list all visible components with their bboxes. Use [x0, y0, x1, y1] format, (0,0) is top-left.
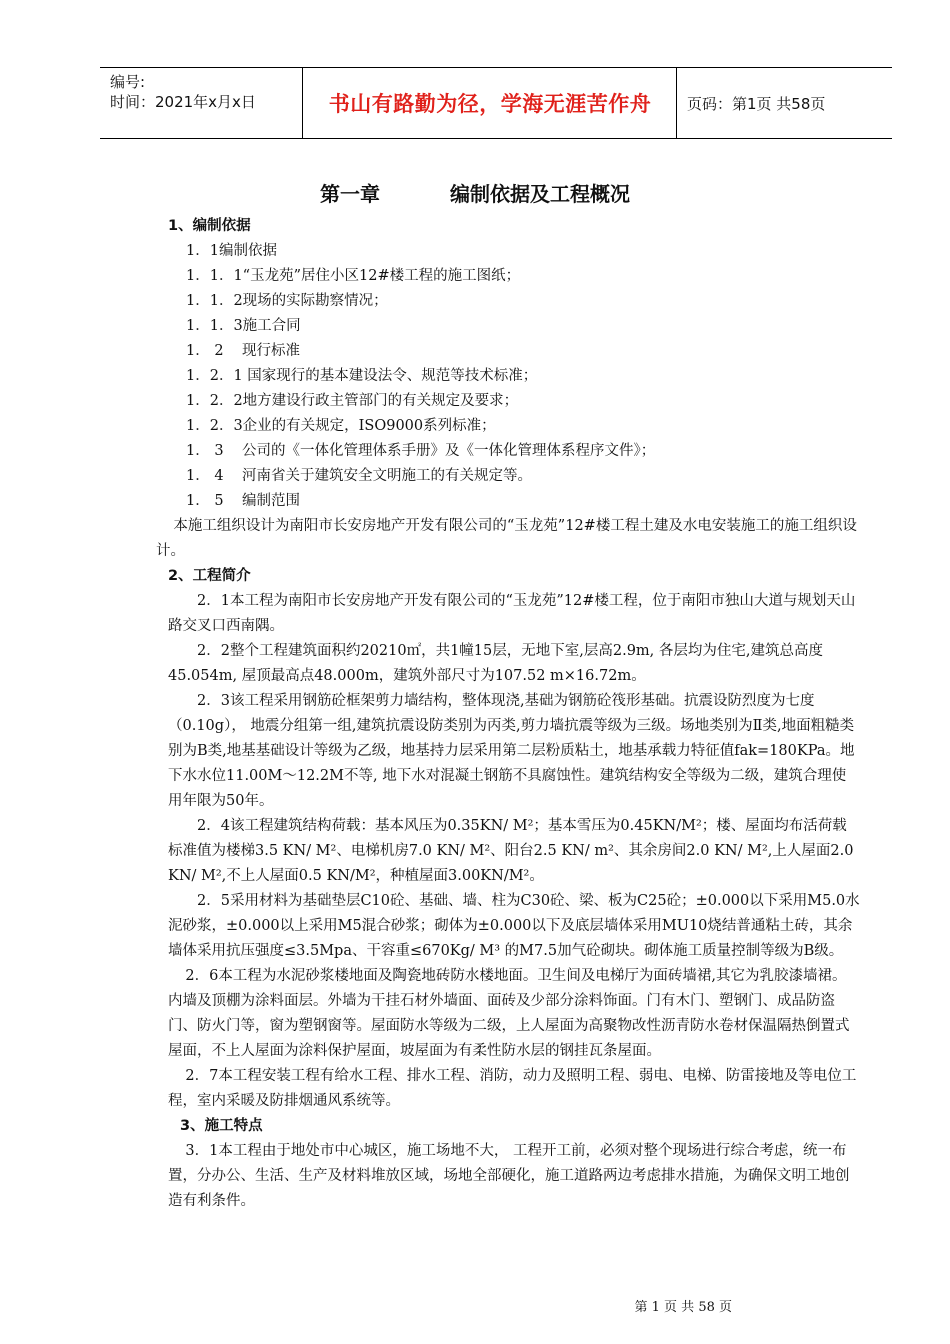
- list-item: 1．2．1 国家现行的基本建设法令、规范等技术标准；: [186, 368, 538, 384]
- list-item: 1． 5 编制范围: [186, 493, 300, 509]
- list-item: 1． 4 河南省关于建筑安全文明施工的有关规定等。: [186, 468, 532, 484]
- document-body: [156, 214, 860, 1214]
- list-item: 1．1．2现场的实际勘察情况；: [186, 293, 388, 309]
- paragraph-2-4: 2．4该工程建筑结构荷载：基本风压为0.35KN/ M²；基本雪压为0.45KN/M²；楼、屋面均布活荷载标准值为楼梯3.5 KN/ M²、电梯机房7.0 KN/ M²、阳台2.5 KN/ m²、其余房间2.0 KN/ M²,上人屋面2.0 KN/ M²,不上人屋面0.5 KN/M²，种植屋面3.00KN/M²。: [168, 818, 854, 884]
- number-label: 编号:: [110, 73, 146, 91]
- paragraph-3-1: 3．1本工程由于地处市中心城区，施工场地不大， 工程开工前，必须对整个现场进行综合考虑，统一布置，分办公、生活、生产及材料堆放区域，场地全部硬化，施工道路两边考虑排水措施，为确保文明工地创造有利条件。: [168, 1143, 850, 1209]
- list-item: 1．1．3施工合同: [186, 318, 301, 334]
- chapter-name: 编制依据及工程概况: [450, 182, 630, 206]
- section-heading-1: 1、编制依据: [168, 218, 251, 234]
- header-page-info: 页码：第1页 共58页: [687, 94, 826, 113]
- list-item: 1． 2 现行标准: [186, 343, 300, 359]
- header-meta-cell: [100, 68, 303, 138]
- section-heading-2: 2、工程简介: [168, 568, 251, 584]
- paragraph-2-6: 2．6本工程为水泥砂浆楼地面及陶瓷地砖防水楼地面。卫生间及电梯厅为面砖墙裙,其它为乳胶漆墙裙。内墙及顶棚为涂料面层。外墙为干挂石材外墙面、面砖及少部分涂料饰面。门有木门、塑钢门、成品防盗门、防火门等，窗为塑钢窗等。屋面防水等级为二级，上人屋面为高聚物改性沥青防水卷材保温隔热倒置式屋面，不上人屋面为涂料保护屋面，坡屋面为有柔性防水层的钢挂瓦条屋面。: [168, 968, 850, 1059]
- chapter-number: 第一章: [320, 182, 380, 206]
- chapter-title: [0, 178, 950, 207]
- list-item: 1．1．1“玉龙苑”居住小区12#楼工程的施工图纸；: [186, 268, 521, 284]
- header-motto: 书山有路勤为径，学海无涯苦作舟: [304, 68, 677, 138]
- list-item: 1．1编制依据: [186, 243, 277, 259]
- list-item: 1．2．3企业的有关规定，ISO9000系列标准；: [186, 418, 496, 434]
- list-item: 1．2．2地方建设行政主管部门的有关规定及要求；: [186, 393, 519, 409]
- scope-paragraph: 本施工组织设计为南阳市长安房地产开发有限公司的“玉龙苑”12#楼工程土建及水电安装施工的施工组织设计。: [156, 518, 857, 559]
- document-header: [100, 67, 892, 139]
- paragraph-2-2: 2．2整个工程建筑面积约20210㎡，共1幢15层，无地下室,层高2.9m, 各层均为住宅,建筑总高度45.054m, 屋顶最高点48.000m，建筑外部尺寸为107.52 m×16.72m。: [168, 643, 823, 684]
- page-footer: 第 1 页 共 58 页: [634, 1300, 732, 1315]
- paragraph-2-3: 2．3该工程采用钢筋砼框架剪力墙结构，整体现浇,基础为钢筋砼筏形基础。抗震设防烈度为七度（0.10g）， 地震分组第一组,建筑抗震设防类别为丙类,剪力墙抗震等级为三级。场地类别为Ⅱ类,地面粗糙类别为B类,地基基础设计等级为乙级，地基持力层采用第二层粉质粘土，地基承载力特征值fak=180KPa。地下水水位11.00M～12.2M不等, 地下水对混凝土钢筋不具腐蚀性。建筑结构安全等级为二级，建筑合理使用年限为50年。: [168, 693, 855, 809]
- list-item: 1． 3 公司的《一体化管理体系手册》及《一体化管理体系程序文件》；: [186, 443, 656, 459]
- time-label: 时间：2021年x月x日: [110, 93, 256, 111]
- paragraph-2-1: 2．1本工程为南阳市长安房地产开发有限公司的“玉龙苑”12#楼工程，位于南阳市独山大道与规划天山路交叉口西南隅。: [168, 593, 856, 634]
- section-heading-3: 3、施工特点: [180, 1118, 263, 1134]
- paragraph-2-5: 2．5采用材料为基础垫层C10砼、基础、墙、柱为C30砼、梁、板为C25砼；±0.000以下采用M5.0水泥砂浆，±0.000以上采用M5混合砂浆；砌体为±0.000以下及底层墙体采用MU10烧结普通粘土砖，其余墙体采用抗压强度≤3.5Mpa、干容重≤670Kg/ M³ 的M7.5加气砼砌块。砌体施工质量控制等级为B级。: [168, 893, 860, 959]
- paragraph-2-7: 2．7本工程安装工程有给水工程、排水工程、消防，动力及照明工程、弱电、电梯、防雷接地及等电位工程，室内采暖及防排烟通风系统等。: [168, 1068, 857, 1109]
